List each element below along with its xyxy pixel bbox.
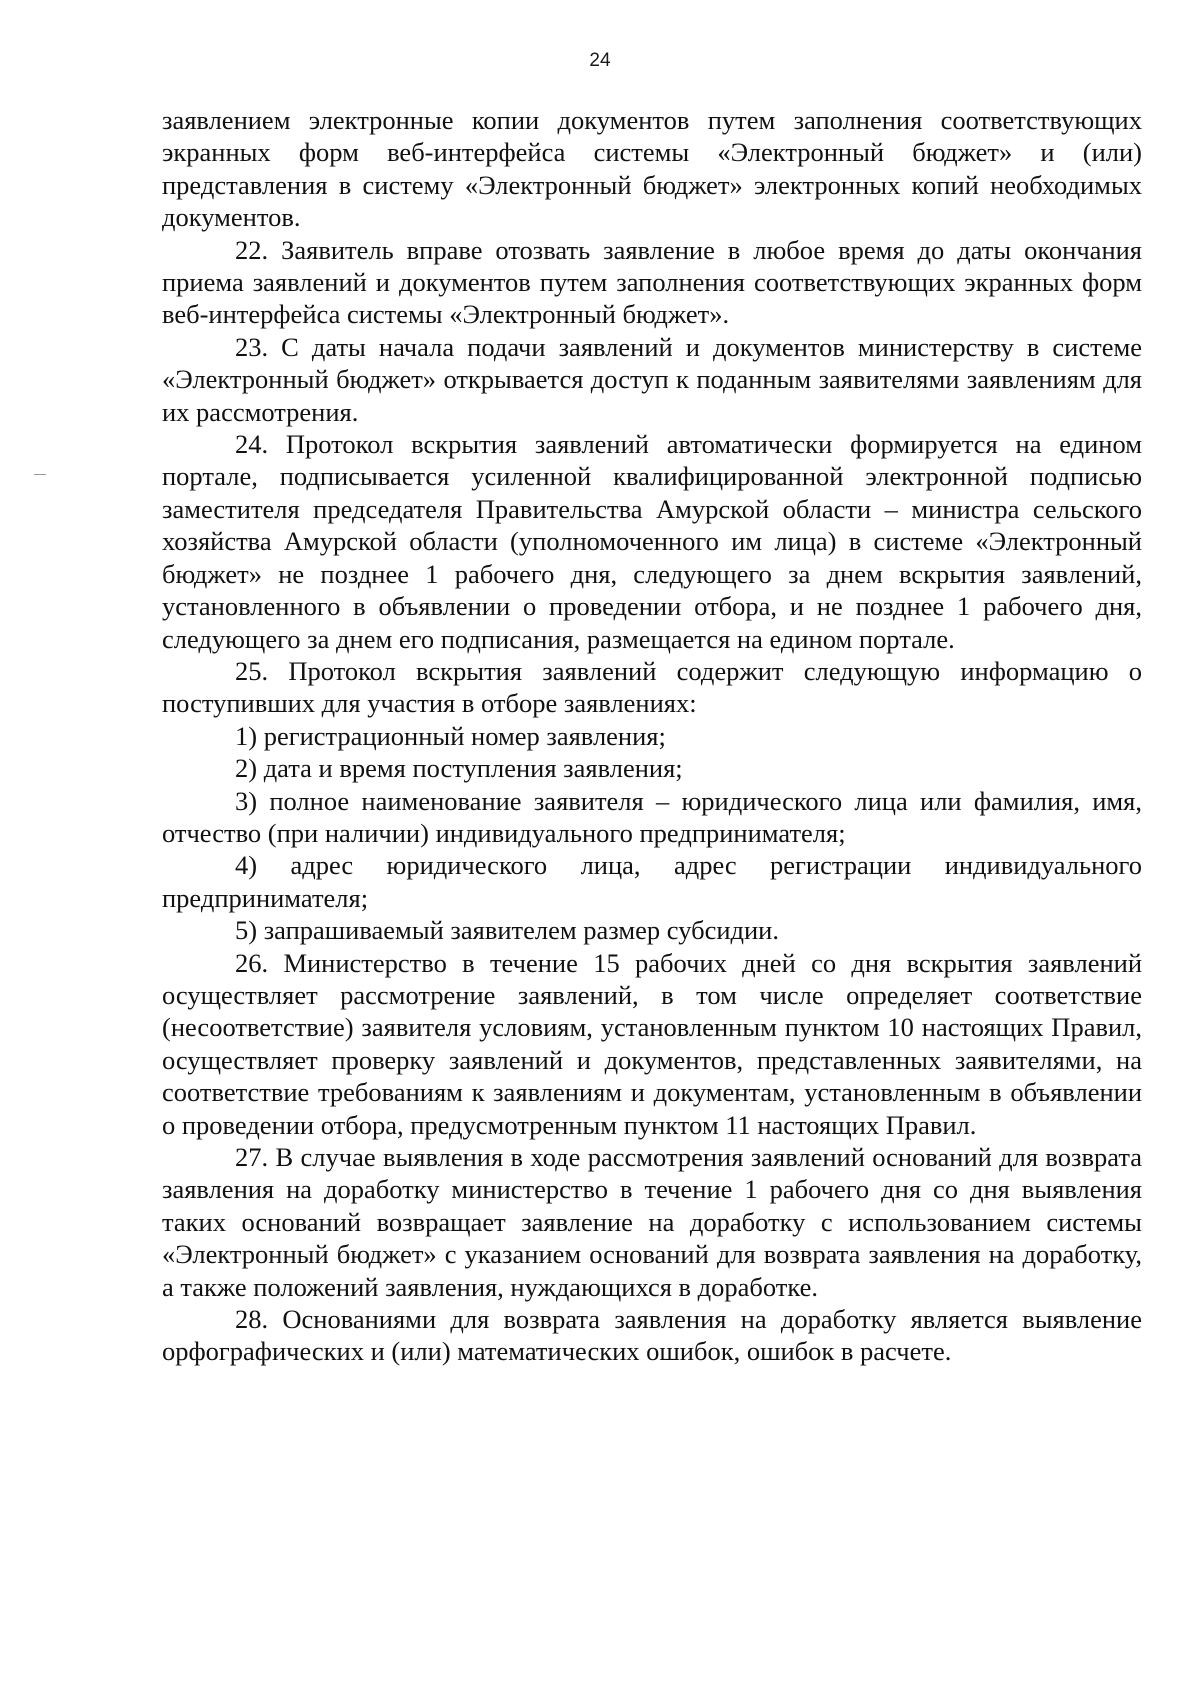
paragraph-22: 22. Заявитель вправе отозвать заявление в любое время до даты окончания приема заявлений и документов путем заполнения соответствующих экранных форм веб-интерфейса системы «Электронный бюджет».: [162, 234, 1142, 330]
list-item-4: 4) адрес юридического лица, адрес регистрации индивидуального предпринимателя;: [162, 850, 1142, 913]
page-number: 24: [589, 50, 611, 71]
list-item-5: 5) запрашиваемый заявителем размер субсидии.: [235, 915, 779, 946]
paragraph-25: 25. Протокол вскрытия заявлений содержит следующую информацию о поступивших для участия в отборе заявлениях:: [162, 655, 1142, 719]
paragraph-26: 26. Министерство в течение 15 рабочих дней со дня вскрытия заявлений осуществляет рассмотрение заявлений, в том числе определяет соответствие (несоответствие) заявителя условиям, установленным пунктом 10 настоящих Правил, осуществляет проверку заявлений и документов, представленных заявителями, на соответствие требованиям к заявлениям и документам, установленным в объявлении о проведении отбора, предусмотренным пунктом 11 настоящих Правил.: [162, 947, 1142, 1140]
list-item-2: 2) дата и время поступления заявления;: [235, 753, 683, 784]
list-item-1: 1) регистрационный номер заявления;: [235, 720, 666, 751]
paragraph-27: 27. В случае выявления в ходе рассмотрения заявлений оснований для возврата заявления на доработку министерство в течение 1 рабочего дня со дня выявления таких оснований возвращает заявление на доработку с использованием системы «Электронный бюджет» с указанием оснований для возврата заявления на доработку, а также положений заявления, нуждающихся в доработке.: [162, 1142, 1142, 1302]
paragraph-24: 24. Протокол вскрытия заявлений автоматически формируется на едином портале, подписывается усиленной квалифицированной электронной подписью заместителя председателя Правительства Амурской области – министра сельского хозяйства Амурской области (уполномоченного им лица) в системе «Электронный бюджет» не позднее 1 рабочего дня, следующего за днем вскрытия заявлений, установленного в объявлении о проведении отбора, и не позднее 1 рабочего дня, следующего за днем его подписания, размещается на едином портале.: [162, 429, 1142, 654]
paragraph-23: 23. С даты начала подачи заявлений и документов министерству в системе «Электронный бюджет» открывается доступ к поданным заявителями заявлениям для их рассмотрения.: [162, 331, 1142, 427]
scan-artifact: [34, 474, 46, 475]
paragraph-28: 28. Основаниями для возврата заявления на доработку является выявление орфографических и (или) математических ошибок, ошибок в расчете.: [162, 1304, 1142, 1367]
paragraph-continuation: заявлением электронные копии документов путем заполнения соответствующих экранных форм веб-интерфейса системы «Электронный бюджет» и (или) представления в систему «Электронный бюджет» электронных копий необходимых документов.: [162, 105, 1142, 233]
document-body: [162, 104, 1142, 1368]
list-item-3: 3) полное наименование заявителя – юридического лица или фамилия, имя, отчество (при наличии) индивидуального предпринимателя;: [162, 785, 1142, 848]
